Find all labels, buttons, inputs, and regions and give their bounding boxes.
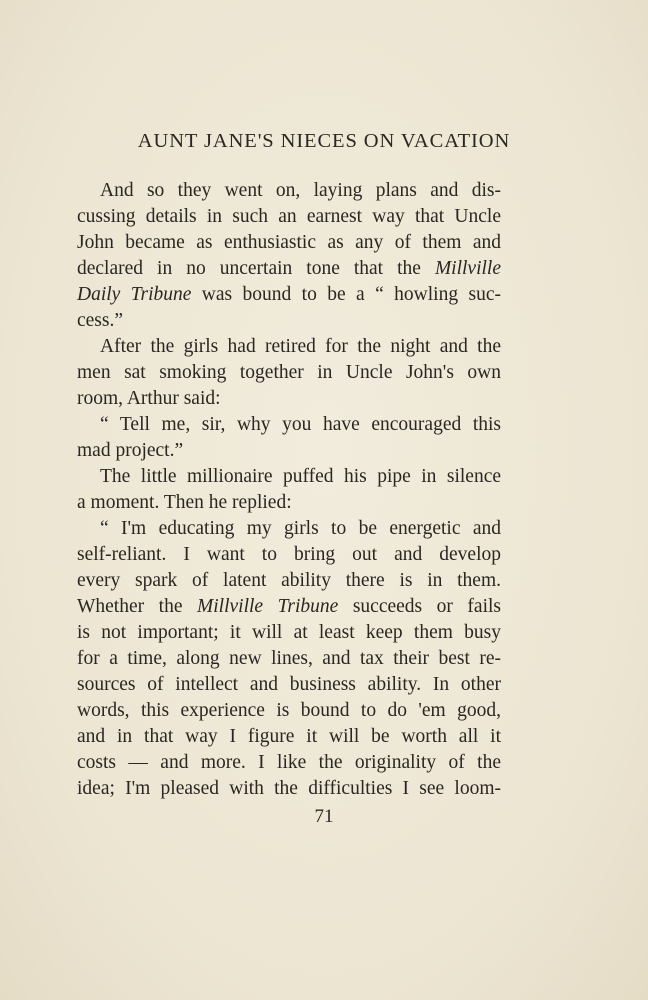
text-line (77, 282, 501, 308)
text-line: men sat smoking together in Uncle John's own (77, 362, 501, 383)
text-line: self-reliant. I want to bring out and develop (77, 544, 501, 565)
text-line: “ Tell me, sir, why you have encouraged this (100, 414, 501, 435)
text-line: a moment. Then he replied: (77, 492, 292, 513)
text-line: is not important; it will at least keep them busy (77, 622, 501, 643)
page-number: 71 (314, 806, 334, 827)
text-line: cess.” (77, 310, 124, 331)
text-segment: succeeds or fails (338, 596, 501, 617)
text-line: cussing details in such an earnest way that Uncle (77, 206, 501, 227)
text-line: After the girls had retired for the night and the (100, 336, 501, 357)
text-line: costs — and more. I like the originality of the (77, 752, 501, 773)
text-line: every spark of latent ability there is in them. (77, 570, 501, 591)
text-line: And so they went on, laying plans and dis- (100, 180, 501, 201)
text-segment: declared in no uncertain tone that the (77, 258, 435, 279)
italic-title: Daily Tribune (77, 284, 192, 305)
text-segment: was bound to be a “ howling suc- (191, 284, 501, 305)
running-header: AUNT JANE'S NIECES ON VACATION (137, 130, 511, 152)
text-line: mad project.” (77, 440, 184, 461)
text-line: words, this experience is bound to do 'em good, (77, 700, 501, 721)
text-line: sources of intellect and business ability. In other (77, 674, 501, 695)
text-line: idea; I'm pleased with the difficulties I see loom- (77, 778, 501, 799)
text-line: John became as enthusiastic as any of them and (77, 232, 501, 253)
text-segment: Whether the (77, 596, 198, 617)
text-line (77, 594, 501, 620)
text-line: and in that way I figure it will be worth all it (77, 726, 501, 747)
body-text (77, 178, 501, 802)
text-line: room, Arthur said: (77, 388, 221, 409)
italic-title: Millville (434, 258, 501, 279)
text-line: “ I'm educating my girls to be energetic and (100, 518, 501, 539)
text-line: The little millionaire puffed his pipe in silence (100, 466, 501, 487)
text-line: for a time, along new lines, and tax their best re- (77, 648, 501, 669)
italic-title: Millville Tribune (197, 596, 339, 617)
text-line (77, 256, 501, 282)
